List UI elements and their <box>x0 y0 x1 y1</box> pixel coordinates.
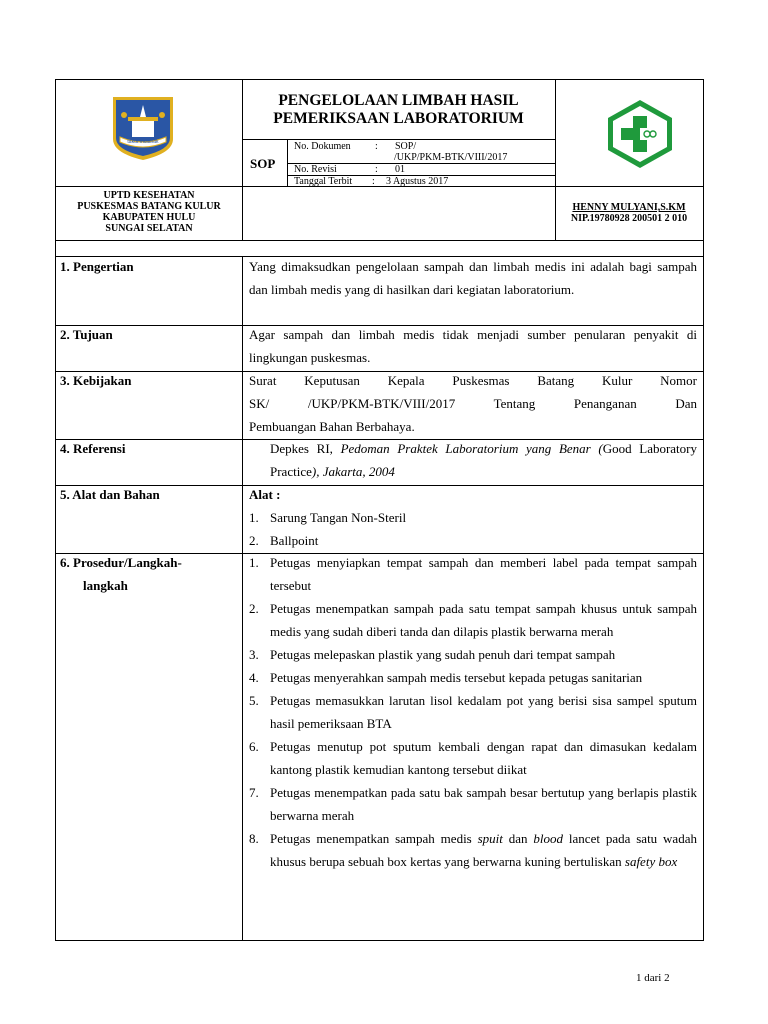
emblem-motto: takut mulahak <box>127 139 159 145</box>
list-item: 3. Petugas melepaskan plastik yang sudah penuh dari tempat sampah <box>249 647 616 662</box>
page-number: 1 dari 2 <box>636 972 670 984</box>
text-tujuan: Agar sampah dan limbah medis tidak menjadi sumber penularan penyakit di lingkungan puskesmas. <box>249 327 697 365</box>
text-kebijakan-line1: Surat Keputusan Kepala Puskesmas Batang Kulur Nomor <box>249 373 697 388</box>
alat-list <box>249 483 697 552</box>
organization-name: UPTD KESEHATAN PUSKESMAS BATANG KULUR KABUPATEN HULU SUNGAI SELATAN <box>77 190 221 234</box>
signer-name: HENNY MULYANI,S.KM <box>572 202 686 213</box>
label-pengertian: 1. Pengertian <box>60 259 134 274</box>
text-kebijakan-line2: SK/ /UKP/PKM-BTK/VIII/2017 Tentang Penanganan Dan <box>249 396 697 411</box>
page-title: PENGELOLAAN LIMBAH HASIL PEMERIKSAAN LABORATORIUM <box>273 92 524 127</box>
label-referensi: 4. Referensi <box>60 441 126 456</box>
list-item: 7. Petugas menempatkan pada satu bak sampah besar bertutup yang berlapis plastik berwarna merah <box>249 785 697 823</box>
kabupaten-emblem-icon <box>110 95 176 161</box>
puskesmas-logo-icon <box>605 98 675 170</box>
signer-nip: NIP.19780928 200501 2 010 <box>570 213 688 224</box>
signer-block <box>556 202 702 224</box>
list-item: 5. Petugas memasukkan larutan lisol kedalam pot yang berisi sisa sampel sputum hasil pemeriksaan BTA <box>249 693 697 731</box>
meta-row-4: Tanggal Terbit : 3 Agustus 2017 <box>294 176 449 187</box>
list-item: 2. Ballpoint <box>249 533 319 548</box>
alat-heading: Alat : <box>249 487 281 502</box>
meta-row-3: No. Revisi : 01 <box>294 164 405 175</box>
list-item: 4. Petugas menyerahkan sampah medis tersebut kepada petugas sanitarian <box>249 670 643 685</box>
label-tujuan: 2. Tujuan <box>60 327 113 342</box>
label-prosedur: 6. Prosedur/Langkah- langkah <box>60 555 182 593</box>
list-item: 1. Sarung Tangan Non-Steril <box>249 510 407 525</box>
body-col-divider <box>242 256 243 941</box>
text-pengertian: Yang dimaksudkan pengelolaan sampah dan limbah medis ini adalah bagi sampah dan limbah medis yang di hasilkan dari kegiatan laboratorium. <box>249 259 697 297</box>
list-item: 8. Petugas menempatkan sampah medis spuit dan blood lancet pada satu wadah khusus berupa sebuah box kertas yang berwarna kuning bertuliskan safety box <box>249 831 697 869</box>
text-kebijakan-line3: Pembuangan Bahan Berbahaya. <box>249 419 415 434</box>
meta-row-1: No. Dokumen : SOP/ <box>294 141 417 152</box>
sop-label: SOP <box>250 156 276 171</box>
list-item: 6. Petugas menutup pot sputum kembali dengan rapat dan dimasukan kedalam kantong plastik kemudian kantong tersebut diikat <box>249 739 697 777</box>
text-referensi: Depkes RI, Pedoman Praktek Laboratorium yang Benar (Good Laboratory Practice), Jakarta, 2004 <box>270 441 697 479</box>
list-item: 1. Petugas menyiapkan tempat sampah dan memberi label pada tempat sampah tersebut <box>249 555 697 593</box>
meta-row-2: /UKP/PKM-BTK/VIII/2017 <box>394 152 508 163</box>
label-alat: 5. Alat dan Bahan <box>60 487 160 502</box>
label-kebijakan: 3. Kebijakan <box>60 373 132 388</box>
list-item: 2. Petugas menempatkan sampah pada satu tempat sampah khusus untuk sampah medis yang sudah diberi tanda dan dilapis plastik berwarna merah <box>249 601 697 639</box>
prosedur-list <box>249 551 697 873</box>
sop-box-top <box>242 139 556 140</box>
